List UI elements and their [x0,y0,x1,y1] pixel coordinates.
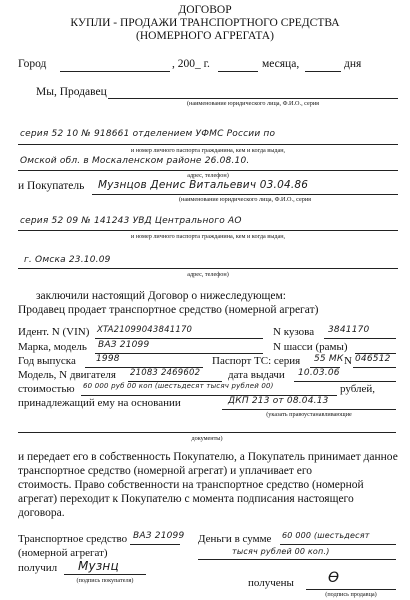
ts-received-handwriting: ВАЗ 21099 [133,531,185,541]
documents-caption: документы) [191,435,223,442]
make-model-line[interactable] [95,353,263,354]
year-made-label: Год выпуска [18,355,76,367]
month-label: месяца, [262,58,300,70]
make-model-label: Марка, модель [18,341,87,353]
seller-address-caption: адрес, телефон) [187,172,229,179]
intro-line-2: Продавец продает транспортное средство (номерной агрегат) [18,304,319,316]
seller-signature-caption: (подпись продавца) [325,591,377,598]
make-model-handwriting: ВАЗ 21099 [98,340,150,350]
contract-subtitle-2: (НОМЕРНОГО АГРЕГАТА) [136,30,274,42]
seller-address-handwriting: Омской обл. в Москаленском районе 26.08.10. [20,156,250,166]
year-label: , 200_ г. [172,58,210,70]
buyer-label: и Покупатель [18,180,85,192]
got-label: получены [248,577,294,589]
buyer-name-handwriting: Музнцов Денис Витальевич 03.04.86 [98,179,309,191]
cost-handwriting: 60 000 руб 00 коп (шестьдесят тысяч рублей 00) [83,382,274,390]
transfer-line-3: стоимость. Право собственности на транспортное средство (номерной [18,479,364,491]
money-handwriting-1: 60 000 (шестьдесят [282,531,370,540]
seller-address-line[interactable] [18,170,398,171]
vin-label: Идент. N (VIN) [18,326,90,338]
contract-title: ДОГОВОР [178,4,232,16]
buyer-signature: Музнц [78,559,119,573]
intro-line-1: заключили настоящий Договор о нижеследующем: [36,290,286,302]
buyer-name-caption: (наименование юридического лица, Ф.И.О., серия [179,196,311,203]
received-label: получил [18,562,58,574]
seller-passport-caption: и номер личного паспорта гражданина, кем и когда выдан, [130,147,286,154]
transfer-line-4: агрегат) переходит к Покупателю с момента подписания настоящего [18,493,354,505]
cost-unit: рублей, [340,383,376,395]
pts-series-label: Паспорт ТС: серия [212,355,301,367]
vin-handwriting: XTA21099043841170 [97,325,193,335]
engine-label: Модель, N двигателя [18,369,116,381]
issue-date-handwriting: 10.03.06 [298,368,340,378]
ownership-line[interactable] [222,409,396,410]
issue-date-line[interactable] [294,381,396,382]
ownership-label: принадлежащий ему на основании [18,397,181,409]
pts-number-label: N [344,355,352,367]
vin-line[interactable] [95,338,263,339]
contract-subtitle: КУПЛИ - ПРОДАЖИ ТРАНСПОРТНОГО СРЕДСТВА [70,17,340,29]
basis-caption: (указать правоустанавливающие [266,411,352,418]
month-blank[interactable] [305,71,341,72]
seller-passport-line[interactable] [18,144,398,145]
cost-label: стоимостью [18,383,75,395]
pts-number-line[interactable] [353,367,396,368]
buyer-address-line[interactable] [18,268,398,269]
seller-name-caption: (наименование юридического лица, Ф.И.О., серия [187,100,319,107]
buyer-address-handwriting: г. Омска 23.10.09 [24,255,111,265]
year-made-handwriting: 1998 [96,354,120,364]
documents-line[interactable] [18,432,396,433]
body-number-label: N кузова [273,326,315,338]
issue-date-label: дата выдачи [228,369,285,381]
body-number-line[interactable] [324,338,396,339]
ts-received-label: Транспортное средство [18,533,128,545]
pts-series-handwriting: 55 МК [314,354,344,364]
buyer-signature-line[interactable] [64,574,146,575]
money-line-1[interactable] [280,544,396,545]
city-label: Город [18,58,47,70]
transfer-line-1: и передает его в собственность Покупателю, а Покупатель принимает данное [18,451,398,463]
buyer-passport-caption: и номер личного паспорта гражданина, кем и когда выдан, [130,233,286,240]
seller-signature: Ѳ [328,570,340,586]
chassis-label: N шасси (рамы) [273,341,348,353]
money-label: Деньги в сумме [198,533,272,545]
buyer-passport-handwriting: серия 52 09 № 141243 УВД Центрального АО [20,216,242,226]
ts-received-label-2: (номерной агрегат) [18,547,108,559]
money-handwriting-2: тысяч рублей 00 коп.) [232,547,330,556]
ts-received-line[interactable] [130,544,180,545]
transfer-line-5: договора. [18,507,65,519]
buyer-passport-line[interactable] [18,230,398,231]
seller-name-line[interactable] [108,98,398,99]
city-blank[interactable] [60,71,170,72]
pts-number-handwriting: 046512 [355,354,391,364]
day-label: дня [344,58,362,70]
seller-label: Мы, Продавец [36,86,107,98]
body-number-handwriting: 3841170 [328,325,370,335]
buyer-name-line[interactable] [92,194,398,195]
buyer-address-caption: адрес, телефон) [187,271,229,278]
money-line-2[interactable] [198,559,396,560]
ownership-handwriting: ДКП 213 от 08.04.13 [228,396,329,406]
engine-handwriting: 21083 2469602 [130,368,201,378]
buyer-signature-caption: (подпись покупателя) [76,577,134,584]
seller-passport-handwriting: серия 52 10 № 918661 отделением УФМС России по [20,129,276,139]
day-blank[interactable] [218,71,258,72]
seller-signature-line[interactable] [306,589,396,590]
transfer-line-2: транспортное средство (номерной агрегат) и уплачивает его [18,465,313,477]
